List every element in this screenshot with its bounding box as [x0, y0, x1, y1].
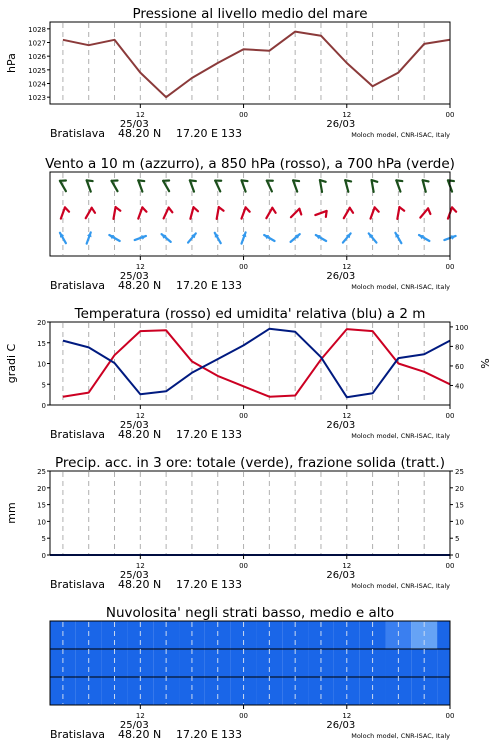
- wind-chart-frame: [50, 172, 450, 256]
- model-credit: Moloch model, CNR-ISAC, Italy: [351, 131, 450, 139]
- cloud-cell-basso: [50, 677, 76, 705]
- cloud-cell-basso: [411, 677, 437, 705]
- wind-barb-850-hPa: [190, 207, 198, 219]
- wind-barb-staff: [320, 180, 322, 192]
- pressure-chart-date-label: 26/03: [326, 119, 356, 130]
- wind-barb-feather: [142, 207, 146, 211]
- cloud-cell-basso: [127, 677, 153, 705]
- wind-barb-feather: [399, 207, 404, 211]
- wind-barb-700-hPa: [372, 180, 378, 192]
- temp-humidity-chart-y-tick-label: 0: [41, 402, 46, 410]
- temp-humidity-chart-y-tick-label: 15: [37, 339, 46, 348]
- wind-barb-10-m: [87, 232, 92, 243]
- location-name: Bratislava: [50, 127, 105, 140]
- temp-humidity-chart-y-tick-label: 20: [37, 319, 46, 327]
- wind-barb-700-hPa: [138, 180, 144, 191]
- temp-humidity-chart-series-line-right: [63, 329, 450, 397]
- precip-chart-y-right-tick-label: 0: [455, 552, 460, 560]
- precip-chart-x-tick-label: 00: [445, 562, 455, 570]
- wind-barb-feather: [116, 207, 121, 211]
- wind-barb-feather: [350, 208, 353, 213]
- pressure-chart-y-tick-label: 1026: [28, 53, 46, 62]
- wind-barb-10-m: [395, 233, 401, 243]
- wind-barb-staff: [345, 180, 348, 192]
- location-lon: 17.20 E: [176, 578, 218, 591]
- precip-chart-date-label: 25/03: [119, 570, 149, 581]
- wind-barb-700-hPa: [190, 180, 196, 191]
- pressure-chart-y-tick-label: 1028: [28, 25, 46, 34]
- wind-barb-10-m: [188, 233, 196, 242]
- location-lat: 48.20 N: [118, 428, 162, 441]
- cloud-chart-date-label: 25/03: [119, 720, 149, 731]
- wind-barb-staff: [190, 207, 193, 219]
- precip-chart-y-tick-label: 20: [37, 484, 46, 493]
- precip-chart-y-right-tick-label: 15: [455, 501, 464, 510]
- temp-humidity-chart-x-tick-label: 00: [445, 412, 455, 420]
- temp-humidity-chart-y-label: gradi C: [5, 343, 18, 384]
- wind-barb-850-hPa: [371, 207, 379, 218]
- wind-barb-feather: [293, 180, 299, 181]
- precip-chart-y-right-tick-label: 25: [455, 468, 464, 476]
- location-lat: 48.20 N: [118, 279, 162, 292]
- location-lon: 17.20 E: [176, 428, 218, 441]
- location-alt: 133: [221, 428, 242, 441]
- cloud-cell-basso: [385, 677, 411, 705]
- wind-barb-feather: [326, 211, 327, 217]
- temp-humidity-chart-date-label: 26/03: [326, 420, 356, 431]
- wind-barb-700-hPa: [87, 180, 93, 191]
- precip-chart-frame: [50, 471, 450, 555]
- pressure-chart-series-line: [63, 32, 450, 98]
- cloud-cell-basso: [102, 677, 128, 705]
- wind-chart-x-tick-label: 12: [135, 263, 145, 271]
- wind-barb-10-m: [369, 233, 377, 242]
- location-lon: 17.20 E: [176, 279, 218, 292]
- pressure-chart-x-tick-label: 00: [239, 111, 249, 119]
- precip-chart-y-tick-label: 0: [41, 552, 46, 560]
- wind-barb-700-hPa: [241, 180, 247, 191]
- wind-barb-feather: [87, 180, 93, 181]
- wind-barb-feather: [246, 207, 250, 211]
- wind-barb-850-hPa: [397, 207, 404, 219]
- pressure-chart-x-tick-label: 12: [135, 111, 145, 119]
- temp-humidity-chart-x-tick-label: 12: [135, 412, 145, 420]
- precip-chart-y-tick-label: 5: [41, 535, 46, 544]
- wind-chart-date-label: 26/03: [326, 271, 356, 282]
- wind-barb-850-hPa: [315, 211, 326, 217]
- wind-barb-feather: [448, 180, 454, 181]
- location-alt: 133: [221, 578, 242, 591]
- model-credit: Moloch model, CNR-ISAC, Italy: [351, 432, 450, 440]
- cloud-cell-basso: [205, 677, 231, 705]
- cloud-cell-basso: [256, 677, 282, 705]
- wind-barb-850-hPa: [217, 207, 224, 219]
- wind-chart-date-label: 25/03: [119, 271, 149, 282]
- temp-humidity-chart-y-right-tick-label: 40: [455, 382, 464, 391]
- wind-barb-feather: [92, 208, 95, 213]
- temp-humidity-chart-x-tick-label: 12: [342, 412, 352, 420]
- wind-chart-x-tick-label: 00: [445, 263, 455, 271]
- wind-barb-staff: [372, 180, 374, 192]
- location-name: Bratislava: [50, 728, 105, 741]
- wind-barb-feather: [345, 180, 351, 181]
- wind-barb-feather: [299, 209, 301, 215]
- cloud-cell-basso: [231, 677, 257, 705]
- wind-chart-x-tick-label: 12: [342, 263, 352, 271]
- wind-barb-feather: [396, 180, 402, 181]
- temp-humidity-chart-title: Temperatura (rosso) ed umidita' relativa (blu) a 2 m: [74, 306, 426, 322]
- location-lon: 17.20 E: [176, 127, 218, 140]
- wind-barb-staff: [217, 207, 219, 219]
- wind-barb-700-hPa: [448, 180, 454, 191]
- wind-barb-feather: [423, 180, 429, 181]
- location-lon: 17.20 E: [176, 728, 218, 741]
- wind-barb-feather: [65, 207, 69, 211]
- precip-chart-x-tick-label: 12: [342, 562, 352, 570]
- wind-barb-feather: [428, 208, 430, 214]
- wind-barb-10-m: [60, 233, 66, 243]
- location-lat: 48.20 N: [118, 127, 162, 140]
- precip-chart-y-right-tick-label: 5: [455, 535, 460, 544]
- wind-barb-700-hPa: [396, 180, 402, 191]
- pressure-chart-y-tick-label: 1024: [28, 80, 46, 89]
- precip-chart-title: Precip. acc. in 3 ore: totale (verde), frazione solida (tratt.): [55, 455, 445, 471]
- wind-barb-700-hPa: [293, 180, 299, 191]
- cloud-cell-basso: [334, 677, 360, 705]
- location-name: Bratislava: [50, 578, 105, 591]
- precip-chart-y-right-tick-label: 20: [455, 484, 464, 493]
- temp-humidity-chart-y-right-tick-label: 60: [455, 362, 464, 371]
- pressure-chart-y-tick-label: 1027: [28, 39, 46, 48]
- pressure-chart-frame: [50, 22, 450, 104]
- model-credit: Moloch model, CNR-ISAC, Italy: [351, 283, 450, 291]
- cloud-chart-date-label: 26/03: [326, 720, 356, 731]
- pressure-chart-date-label: 25/03: [119, 119, 149, 130]
- location-alt: 133: [221, 127, 242, 140]
- wind-barb-feather: [193, 207, 197, 211]
- model-credit: Moloch model, CNR-ISAC, Italy: [351, 732, 450, 740]
- wind-barb-850-hPa: [86, 208, 95, 218]
- wind-barb-feather: [169, 208, 173, 213]
- wind-barb-feather: [452, 207, 456, 211]
- wind-barb-850-hPa: [164, 208, 173, 219]
- temp-humidity-chart-y-right-label: %: [479, 358, 492, 369]
- wind-barb-10-m: [215, 233, 221, 243]
- wind-barb-850-hPa: [138, 207, 146, 218]
- wind-barb-feather: [375, 207, 379, 211]
- cloud-cell-basso: [282, 677, 308, 705]
- wind-barb-10-m: [343, 233, 351, 242]
- wind-barb-850-hPa: [113, 207, 120, 219]
- location-alt: 133: [221, 728, 242, 741]
- pressure-chart-y-label: hPa: [5, 53, 18, 73]
- location-alt: 133: [221, 279, 242, 292]
- wind-chart-x-tick-label: 00: [239, 263, 249, 271]
- wind-barb-850-hPa: [241, 207, 249, 218]
- location-name: Bratislava: [50, 279, 105, 292]
- cloud-chart-x-tick-label: 12: [342, 712, 352, 720]
- wind-barb-700-hPa: [320, 180, 326, 192]
- pressure-chart-y-tick-label: 1023: [28, 94, 46, 103]
- wind-barb-850-hPa: [291, 209, 301, 217]
- wind-barb-850-hPa: [420, 208, 430, 217]
- wind-barb-700-hPa: [345, 180, 351, 192]
- wind-barb-feather: [241, 180, 247, 181]
- pressure-chart-y-tick-label: 1025: [28, 66, 46, 75]
- cloud-cell-basso: [76, 677, 102, 705]
- wind-barb-feather: [272, 208, 275, 213]
- pressure-chart-x-tick-label: 00: [445, 111, 455, 119]
- wind-barb-850-hPa: [266, 208, 275, 218]
- precip-chart-x-tick-label: 12: [135, 562, 145, 570]
- temp-humidity-chart-y-tick-label: 10: [37, 360, 46, 369]
- wind-chart-title: Vento a 10 m (azzurro), a 850 hPa (rosso), a 700 hPa (verde): [45, 156, 455, 172]
- model-credit: Moloch model, CNR-ISAC, Italy: [351, 582, 450, 590]
- wind-barb-feather: [190, 180, 196, 181]
- precip-chart-x-tick-label: 00: [239, 562, 249, 570]
- cloud-cell-basso: [437, 677, 450, 705]
- precip-chart-y-tick-label: 25: [37, 468, 46, 476]
- temp-humidity-chart-x-tick-label: 00: [239, 412, 249, 420]
- wind-barb-staff: [423, 180, 426, 192]
- cloud-cell-alto: [437, 621, 450, 649]
- wind-barb-850-hPa: [448, 207, 456, 218]
- temp-humidity-chart-y-right-tick-label: 80: [455, 343, 464, 352]
- cloud-cell-basso: [153, 677, 179, 705]
- wind-barb-850-hPa: [344, 208, 353, 218]
- cloud-cell-basso: [179, 677, 205, 705]
- cloud-cell-medio: [437, 649, 450, 677]
- wind-barb-feather: [138, 180, 144, 181]
- temp-humidity-chart-series-line-left: [63, 329, 450, 397]
- precip-chart-date-label: 26/03: [326, 570, 356, 581]
- wind-barb-staff: [397, 207, 399, 219]
- cloud-chart-title: Nuvolosita' negli strati basso, medio e alto: [105, 605, 395, 621]
- temp-humidity-chart-y-right-tick-label: 100: [455, 323, 469, 332]
- precip-chart-y-tick-label: 10: [37, 518, 46, 527]
- pressure-chart-title: Pressione al livello medio del mare: [132, 6, 368, 22]
- wind-barb-700-hPa: [423, 180, 429, 192]
- wind-barb-850-hPa: [61, 207, 69, 218]
- precip-chart-y-right-tick-label: 10: [455, 518, 464, 527]
- wind-barb-10-m: [241, 232, 246, 243]
- precip-chart-y-label: mm: [5, 502, 18, 524]
- cloud-chart-x-tick-label: 12: [135, 712, 145, 720]
- wind-barb-staff: [113, 207, 115, 219]
- temp-humidity-chart-frame: [50, 322, 450, 405]
- temp-humidity-chart-date-label: 25/03: [119, 420, 149, 431]
- cloud-cell-basso: [308, 677, 334, 705]
- cloud-cell-basso: [360, 677, 386, 705]
- precip-chart-y-tick-label: 15: [37, 501, 46, 510]
- temp-humidity-chart-y-tick-label: 5: [41, 381, 46, 390]
- location-lat: 48.20 N: [118, 578, 162, 591]
- location-name: Bratislava: [50, 428, 105, 441]
- cloud-chart-x-tick-label: 00: [239, 712, 249, 720]
- cloud-chart-x-tick-label: 00: [445, 712, 455, 720]
- wind-barb-feather: [219, 207, 224, 211]
- location-lat: 48.20 N: [118, 728, 162, 741]
- pressure-chart-x-tick-label: 12: [342, 111, 352, 119]
